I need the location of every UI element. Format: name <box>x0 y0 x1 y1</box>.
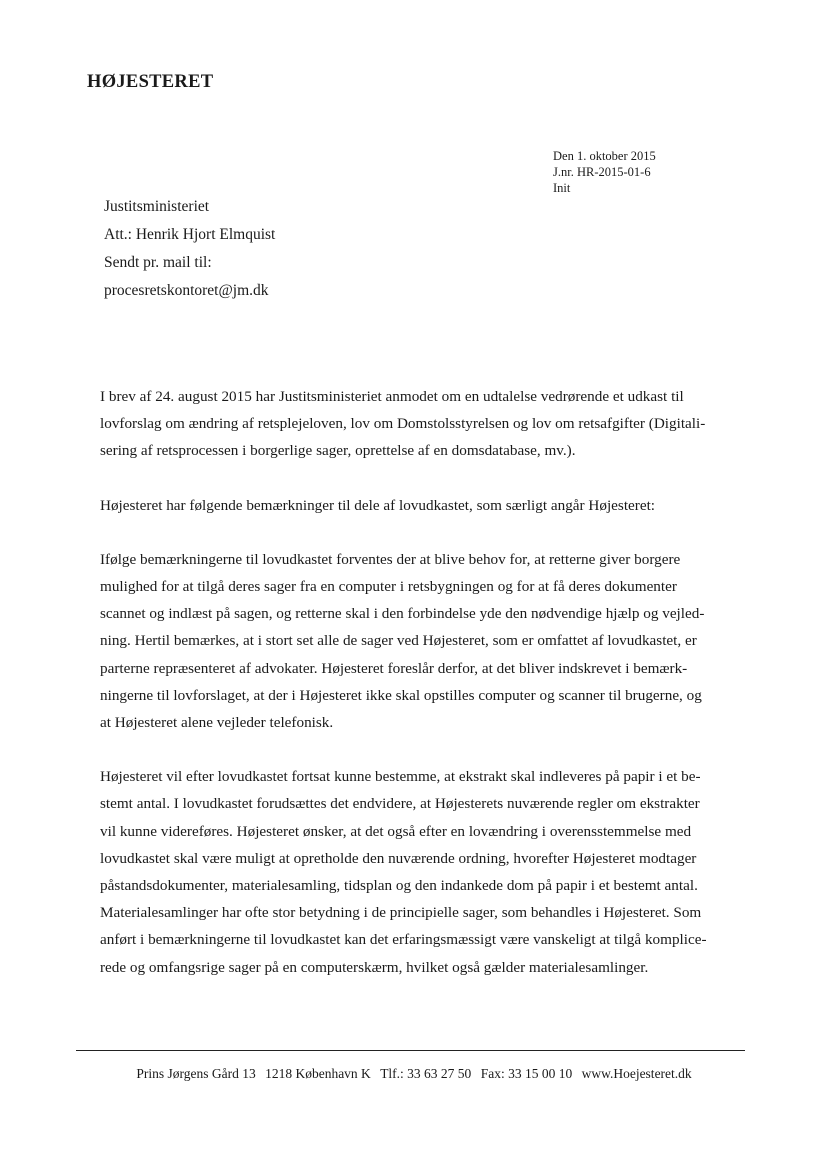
footer-contact-line <box>0 1066 828 1082</box>
paragraph-line: ningerne til lovforslaget, at der i Højesteret ikke skal opstilles computer og scanner til brugerne, og <box>100 686 702 704</box>
paragraph-line: at Højesteret alene vejleder telefonisk. <box>100 714 334 732</box>
letter-meta-block <box>553 148 656 196</box>
letter-date: Den 1. oktober 2015 <box>553 149 656 163</box>
paragraph-line: ning. Hertil bemærkes, at i stort set alle de sager ved Højesteret, som er omfattet af lovudkastet, er <box>100 632 697 650</box>
paragraph-line: Højesteret vil efter lovudkastet fortsat kunne bestemme, at ekstrakt skal indleveres på papir i et be- <box>100 768 701 786</box>
footer-fax: Fax: 33 15 00 10 <box>480 1066 573 1081</box>
recipient-name: Justitsministeriet <box>104 198 210 215</box>
recipient-sent-by: Sendt pr. mail til: <box>104 254 212 271</box>
paragraph-line: anført i bemærkningerne til lovudkastet kan det erfaringsmæssigt være vanskeligt at tilgå komplice- <box>100 931 707 949</box>
paragraph-line: stemt antal. I lovudkastet forudsættes det endvidere, at Højesterets nuværende regler om ekstrakter <box>100 795 700 813</box>
recipient-block <box>104 193 275 305</box>
paragraph-3 <box>100 546 745 736</box>
paragraph-line: rede og omfangsrige sager på en computerskærm, hvilket også gælder materialesamlinger. <box>100 958 649 976</box>
paragraph-line: I brev af 24. august 2015 har Justitsministeriet anmodet om en udtalelse vedrørende et udkast til <box>100 388 684 405</box>
paragraph-line: vil kunne videreføres. Højesteret ønsker, at det også efter en lovændring i overensstemmelse med <box>100 822 692 840</box>
paragraph-line: lovudkastet skal være muligt at opretholde den nuværende ordning, hvorefter Højesteret modtager <box>100 849 697 867</box>
paragraph-line: mulighed for at tilgå deres sager fra en computer i retsbygningen og for at få deres dokumenter <box>100 578 677 596</box>
journal-number: J.nr. HR-2015-01-6 <box>553 165 651 179</box>
paragraph-line: Ifølge bemærkningerne til lovudkastet forventes der at blive behov for, at retterne giver borgere <box>100 550 681 568</box>
recipient-attention: Att.: Henrik Hjort Elmquist <box>104 226 276 243</box>
paragraph-2 <box>100 492 745 519</box>
paragraph-1 <box>100 383 745 465</box>
paragraph-line: sering af retsprocessen i borgerlige sager, oprettelse af en domsdatabase, mv.). <box>100 442 576 460</box>
paragraph-line: parterne repræsenteret af advokater. Højesteret foreslår derfor, at det bliver indskrevet i bemærk- <box>100 659 688 677</box>
footer-address: Prins Jørgens Gård 13 <box>136 1066 256 1081</box>
paragraph-line: scannet og indlæst på sagen, og retterne skal i den forbindelse yde den nødvendige hjælp og vejled- <box>100 605 705 623</box>
paragraph-line: Højesteret har følgende bemærkninger til dele af lovudkastet, som særligt angår Højesteret: <box>100 496 656 514</box>
paragraph-line: påstandsdokumenter, materialesamling, tidsplan og den indankede dom på papir i et bestemt antal. <box>100 877 698 895</box>
letter-body <box>100 383 745 1008</box>
footer-city: 1218 København K <box>265 1066 371 1081</box>
initials: Init <box>553 181 571 195</box>
footer-phone: Tlf.: 33 63 27 50 <box>380 1066 472 1081</box>
footer-divider <box>76 1050 745 1051</box>
paragraph-line: Materialesamlinger har ofte stor betydning i de principielle sager, som behandles i Højesteret. Som <box>100 904 702 922</box>
court-letterhead-title: HØJESTERET <box>87 72 214 92</box>
footer-website: www.Hoejesteret.dk <box>581 1066 692 1081</box>
paragraph-line: lovforslag om ændring af retsplejeloven, lov om Domstolsstyrelsen og lov om retsafgifter (Digitali- <box>100 415 706 433</box>
recipient-email: procesretskontoret@jm.dk <box>104 282 269 299</box>
paragraph-4 <box>100 763 745 981</box>
